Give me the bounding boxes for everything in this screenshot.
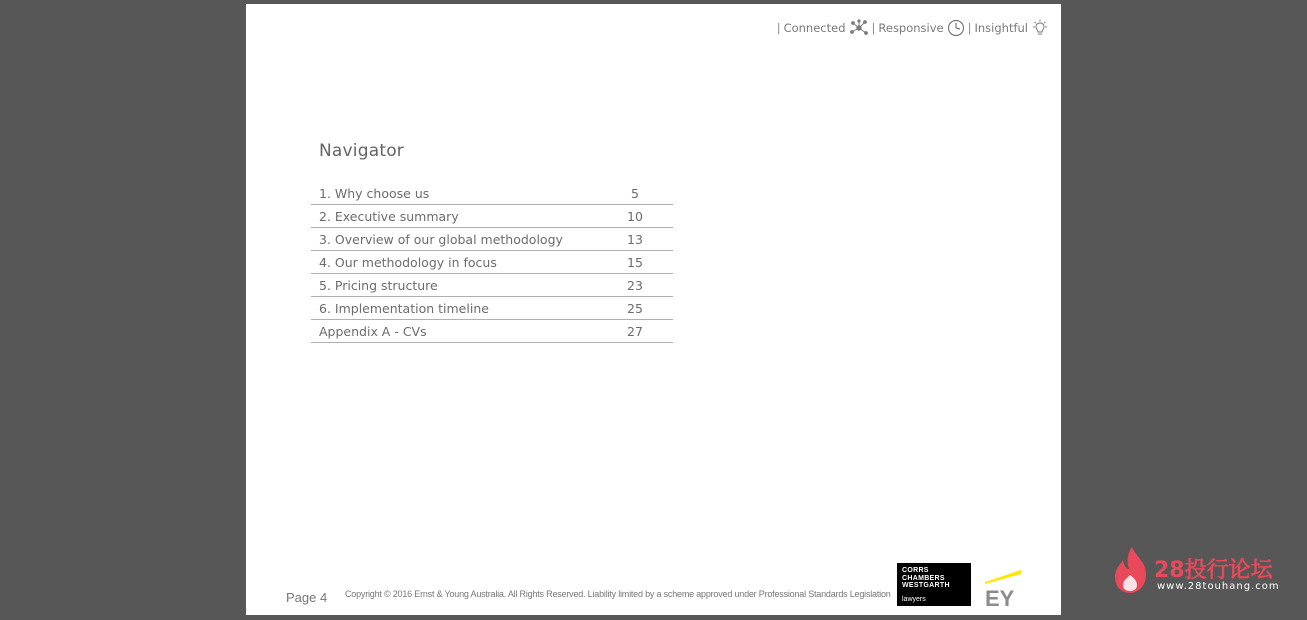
ey-logo-text: EY [985,586,1015,608]
navigator-item-label: Appendix A - CVs [319,323,427,339]
flame-icon [1112,545,1152,595]
navigator-title: Navigator [319,141,404,161]
navigator-item-pricing-structure[interactable] [311,274,673,297]
clock-icon [947,19,965,37]
tag-responsive: | Responsive [872,19,968,37]
navigator-item-label: 2. Executive summary [319,208,459,224]
watermark-title: 28投行论坛 [1154,558,1273,583]
navigator-item-appendix-cvs[interactable] [311,320,673,343]
tag-insightful: | Insightful [968,19,1052,37]
navigator-item-page: 13 [627,231,643,247]
navigator-item-label: 5. Pricing structure [319,277,438,293]
navigator-item-page: 5 [631,185,639,201]
navigator-item-page: 10 [627,208,643,224]
corrs-chambers-westgarth-logo [897,563,971,606]
ey-logo-mark [983,566,1023,608]
tag-insightful-label: Insightful [974,21,1028,35]
navigator-item-methodology-in-focus[interactable] [311,251,673,274]
ey-logo [983,566,1023,613]
navigator-item-page: 23 [627,277,643,293]
navigator-item-page: 27 [627,323,643,339]
navigator-item-executive-summary[interactable] [311,205,673,228]
tag-responsive-label: Responsive [878,21,944,35]
navigator-item-global-methodology[interactable] [311,228,673,251]
navigator-item-label: 1. Why choose us [319,185,430,201]
navigator-item-label: 6. Implementation timeline [319,300,489,316]
copyright-notice: Copyright © 2016 Ernst & Young Australia. All Rights Reserved. Liability limited by a scheme approved under Professional Standards Legislation [345,589,891,599]
navigator-item-label: 3. Overview of our global methodology [319,231,563,247]
tag-connected-label: Connected [783,21,846,35]
lightbulb-icon [1031,19,1049,37]
tag-connected: | Connected [777,19,872,37]
watermark [1112,545,1282,595]
network-icon [849,19,869,37]
corrs-logo-name: CORRS CHAMBERS WESTGARTH [902,567,950,589]
watermark-url: www.28touhang.com [1157,581,1280,592]
navigator-list [311,182,673,343]
navigator-item-implementation-timeline[interactable] [311,297,673,320]
navigator-item-page: 15 [627,254,643,270]
corrs-logo-subtitle: lawyers [902,596,926,603]
navigator-item-why-choose-us[interactable] [311,182,673,205]
header-tagline [777,18,1052,38]
document-page [246,4,1061,615]
navigator-item-page: 25 [627,300,643,316]
navigator-item-label: 4. Our methodology in focus [319,254,497,270]
page-number: Page 4 [286,590,328,605]
